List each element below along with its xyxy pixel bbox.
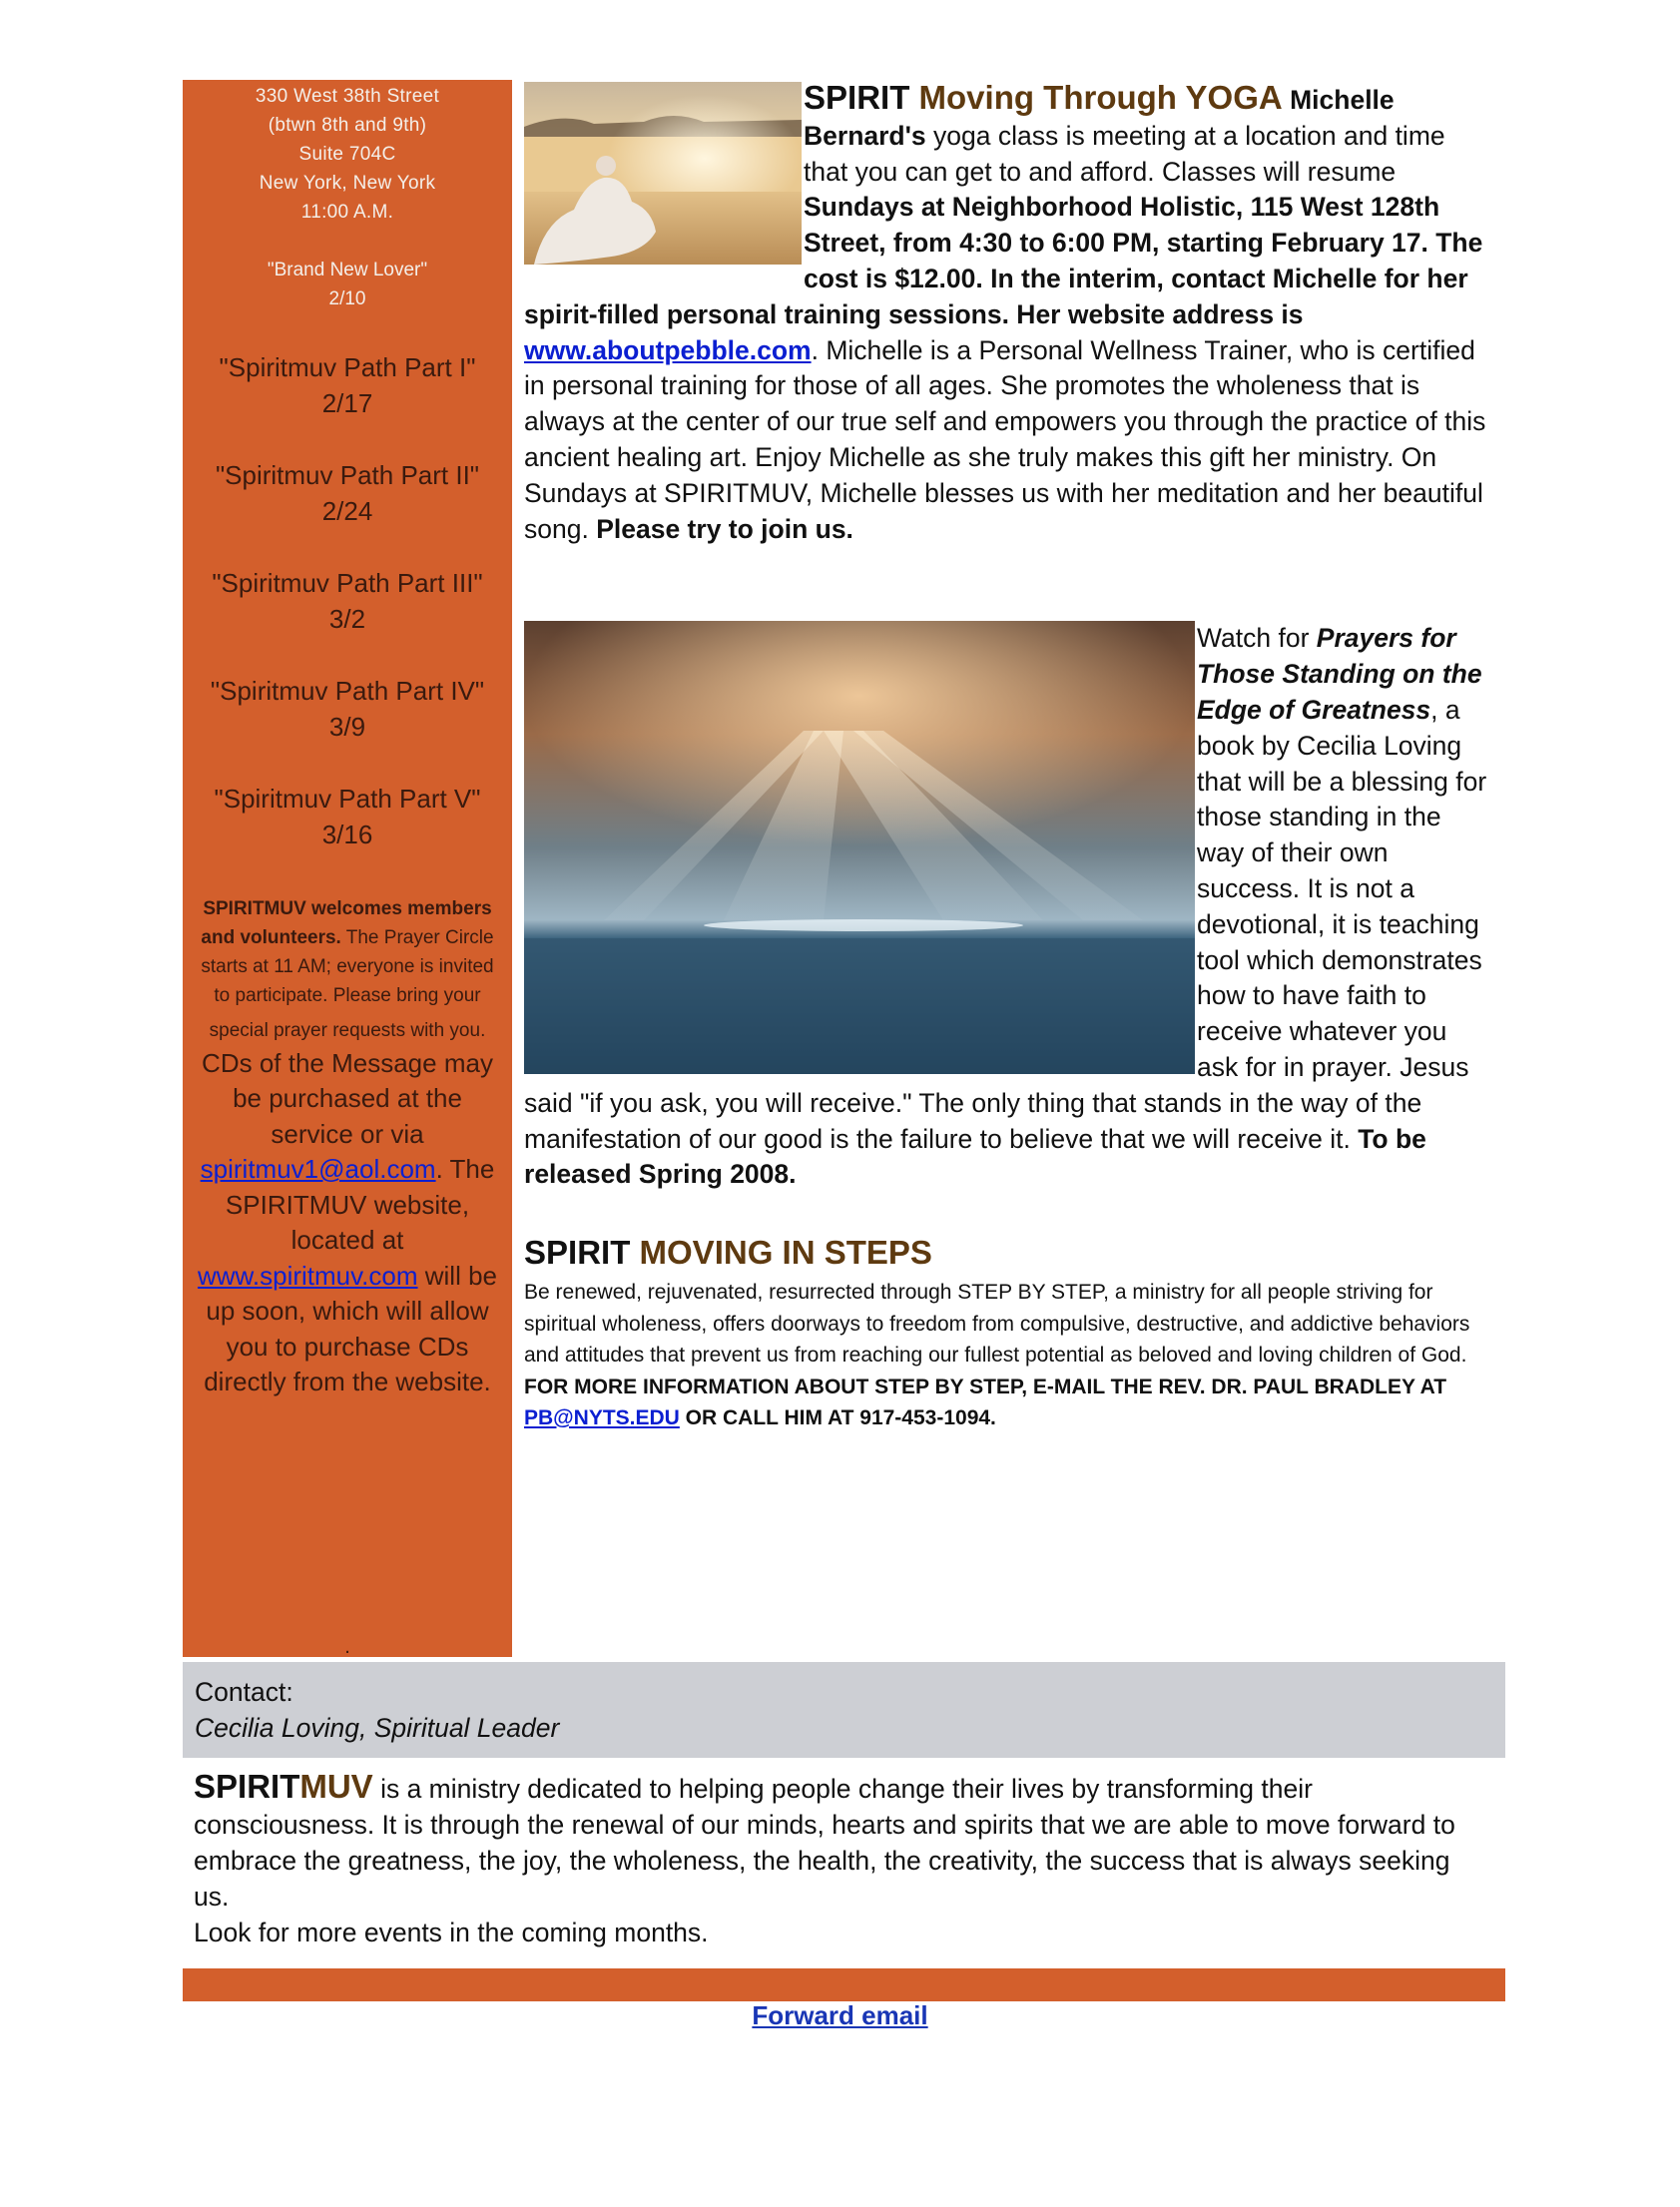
sidebar bbox=[183, 80, 512, 1657]
mission-statement: SPIRITMUV is a ministry dedicated to helping people change their lives by transforming their consciousness. It is through the renewal of our minds, hearts and spirits that we are able to move forward to embrace the greatness, the joy, the wholeness, the health, the creativity, the success that is always seeking us. Look for more events in the coming months. bbox=[194, 1769, 1491, 1950]
sermon-part-2: "Spiritmuv Path Part II" 2/24 bbox=[215, 460, 480, 526]
sidebar-email-link[interactable]: spiritmuv1@aol.com bbox=[200, 1154, 436, 1184]
yoga-beach-image bbox=[524, 82, 802, 265]
more-events-text: Look for more events in the coming months. bbox=[194, 1918, 709, 1947]
contact-bar bbox=[183, 1662, 1505, 1758]
sermon-part-3: "Spiritmuv Path Part III" 3/2 bbox=[212, 568, 483, 634]
forward-email-link[interactable]: Forward email bbox=[752, 2000, 928, 2030]
steps-body: Be renewed, rejuvenated, resurrected through STEP BY STEP, a ministry for all people striving for spiritual wholeness, offers doorways to freedom from compulsive, destructive, and addictive behaviors and attitudes that prevent us from reaching our fullest potential as beloved and loving children of God. FOR MORE INFORMATION ABOUT STEP BY STEP, E-MAIL THE REV. DR. PAUL BRADLEY AT PB@NYTS.EDU OR CALL HIM AT 917-453-1094. bbox=[524, 1281, 1470, 1430]
forward-email bbox=[0, 2000, 1680, 2031]
sidebar-dot: . bbox=[344, 1636, 350, 1658]
contact-name: Cecilia Loving, Spiritual Leader bbox=[195, 1713, 560, 1743]
sidebar-address: 330 West 38th Street (btwn 8th and 9th) Suite 704C New York, New York 11:00 A.M. bbox=[255, 86, 440, 223]
sermon-part-1: "Spiritmuv Path Part I" 2/17 bbox=[219, 352, 476, 418]
book-section: Watch for Prayers for Those Standing on the Edge of Greatness, a book by Cecilia Loving that will be a blessing for those standing in the way of their own success. It is not a devotional, it is teaching tool which demonstrates how to have faith to receive whatever you ask for in prayer. Jesus said "if you ask, you will receive." The only thing that stands in the way of the manifestation of our good is the failure to believe that we will receive it. To be released Spring 2008. bbox=[524, 623, 1487, 1190]
pb-email-link[interactable]: PB@NYTS.EDU bbox=[524, 1406, 680, 1430]
sermon-part-4: "Spiritmuv Path Part IV" 3/9 bbox=[210, 676, 485, 742]
footer-bar bbox=[183, 1968, 1505, 2001]
sidebar-website-link[interactable]: www.spiritmuv.com bbox=[197, 1260, 418, 1291]
sidebar-welcome: SPIRITMUV welcomes members and volunteers. The Prayer Circle starts at 11 AM; everyone is invited to participate. Please bring your special prayer requests with you. CDs of the Message may be purchased at the service or via spiritmuv1@aol.com. The SPIRITMUV website, located at www.spiritmuv.com will be up soon, which will allow you to purchase CDs directly from the website. bbox=[197, 898, 498, 1396]
steps-heading: SPIRIT MOVING IN STEPS bbox=[524, 1234, 932, 1272]
sermon-brand-new-lover: "Brand New Lover" 2/10 bbox=[267, 260, 428, 309]
ocean-sunbeams-image bbox=[524, 621, 1195, 1074]
contact-label: Contact: bbox=[195, 1677, 293, 1707]
main-content bbox=[524, 80, 1492, 1434]
aboutpebble-link[interactable]: www.aboutpebble.com bbox=[524, 334, 812, 365]
yoga-section: SPIRIT Moving Through YOGA Michelle Bernard's yoga class is meeting at a location and time that you can get to and afford. Classes will resume Sundays at Neighborhood Holistic, 115 West 128th Street, from 4:30 to 6:00 PM, starting February 17. The cost is $12.00. In the interim, contact Michelle for her spirit-filled personal training sessions. Her website address is www.aboutpebble.com. Michelle is a Personal Wellness Trainer, who is certified in personal training for those of all ages. She promotes the wholeness that is always at the center of our true self and empowers you through the practice of this ancient healing art. Enjoy Michelle as she truly makes this gift her ministry. On Sundays at SPIRITMUV, Michelle blesses us with her meditation and her beautiful song. Please try to join us. bbox=[524, 79, 1486, 544]
sermon-part-5: "Spiritmuv Path Part V" 3/16 bbox=[214, 784, 481, 849]
